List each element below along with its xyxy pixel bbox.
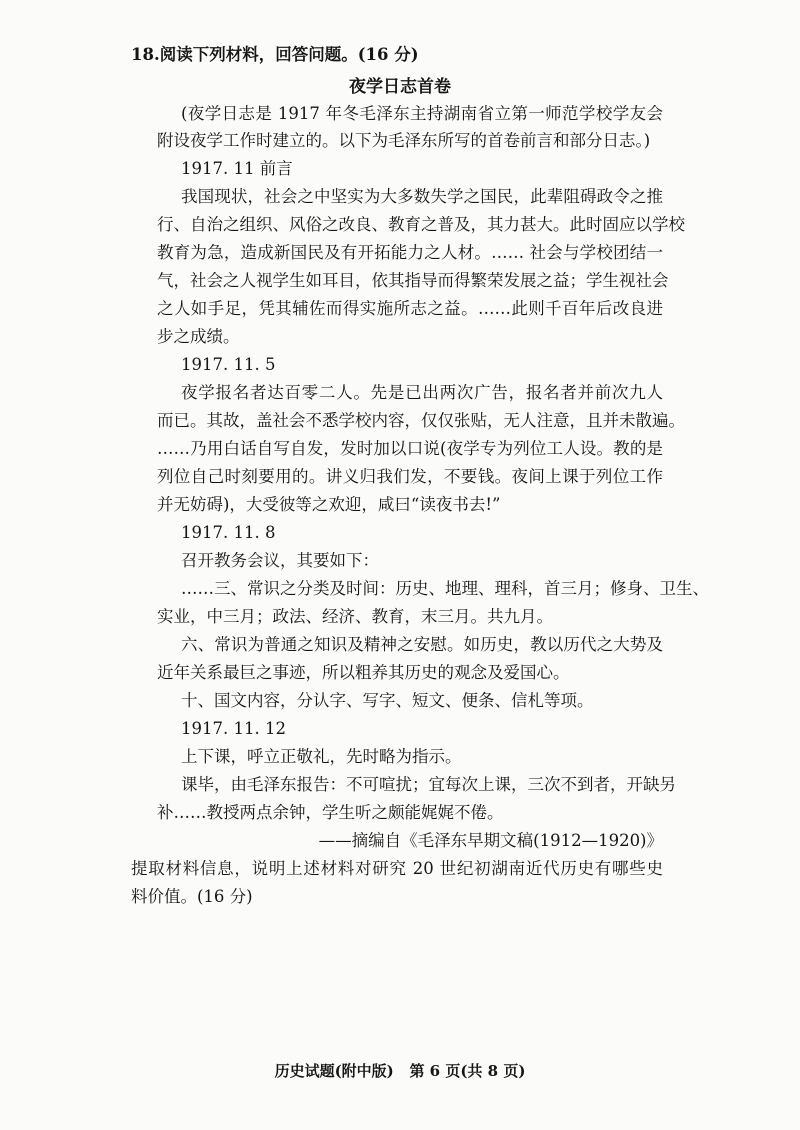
paragraph-line: 上下课，呼立正敬礼，先时略为指示。 bbox=[181, 747, 462, 766]
task-line: 料价值。(16 分) bbox=[131, 887, 253, 906]
intro-line: (夜学日志是 1917 年冬毛泽东主持湖南省立第一师范学校学友会 bbox=[181, 104, 663, 123]
question-heading bbox=[131, 43, 419, 67]
paragraph-line: 十、国文内容，分认字、写字、短文、便条、信札等项。 bbox=[181, 691, 594, 710]
paragraph-line: 气，社会之人视学生如耳目，依其指导而得繁荣发展之益；学生视社会 bbox=[157, 271, 669, 290]
paragraph-line: 实业，中三月；政法、经济、教育，末三月。共九月。 bbox=[157, 607, 553, 626]
paragraph-line: 补……教授两点余钟，学生听之颇能娓娓不倦。 bbox=[157, 803, 504, 822]
paragraph-line: 课毕，由毛泽东报告：不可喧扰；宜每次上课，三次不到者，开缺另 bbox=[181, 775, 676, 794]
entry-date: 1917. 11. 8 bbox=[181, 523, 276, 542]
paragraph-line: 之人如手足，凭其辅佐而得实施所志之益。……此则千百年后改良进 bbox=[157, 299, 663, 318]
paragraph-line: 行、自治之组织、风俗之改良、教育之普及，其力甚大。此时固应以学校 bbox=[157, 215, 685, 234]
entry-date: 1917. 11. 5 bbox=[181, 355, 276, 374]
paragraph-line: 召开教务会议，其要如下： bbox=[181, 551, 379, 570]
paragraph-line: 而已。其故，盖社会不悉学校内容，仅仅张贴，无人注意，且并未散遍。 bbox=[157, 411, 685, 430]
paragraph-line: 六、常识为普通之知识及精神之安慰。如历史，教以历代之大势及 bbox=[181, 635, 663, 654]
question-prompt: 阅读下列材料，回答问题。(16 分) bbox=[159, 45, 419, 64]
paragraph-line: 夜学报名者达百零二人。先是已出两次广告，报名者并前次九人 bbox=[181, 383, 663, 402]
footer-page-number: 第 6 页(共 8 页) bbox=[409, 1062, 526, 1080]
entry-date: 1917. 11 前言 bbox=[181, 159, 293, 178]
paragraph-line: 我国现状，社会之中坚实为大多数失学之国民，此辈阻碍政令之推 bbox=[181, 187, 663, 206]
footer-subject: 历史试题(附中版) bbox=[274, 1062, 394, 1080]
entry-date: 1917. 11. 12 bbox=[181, 719, 286, 738]
paragraph-line: 教育为急，造成新国民及有开拓能力之人材。…… 社会与学校团结一 bbox=[157, 243, 663, 262]
paragraph-line: 近年关系最巨之事迹，所以粗养其历史的观念及爱国心。 bbox=[157, 663, 570, 682]
paragraph-line: 步之成绩。 bbox=[157, 327, 240, 346]
paragraph-line: 列位自己时刻要用的。讲义归我们发，不要钱。夜间上课于列位工作 bbox=[157, 467, 663, 486]
paragraph-line: 并无妨碍)，大受彼等之欢迎，咸曰“读夜书去!” bbox=[157, 495, 501, 514]
paragraph-line: ……三、常识之分类及时间：历史、地理、理科，首三月；修身、卫生、 bbox=[181, 579, 709, 598]
question-number: 18. bbox=[131, 45, 160, 64]
task-line: 提取材料信息，说明上述材料对研究 20 世纪初湖南近代历史有哪些史 bbox=[131, 859, 663, 878]
material-title: 夜学日志首卷 bbox=[349, 77, 451, 97]
page-footer bbox=[0, 1059, 800, 1083]
paragraph-line: ……乃用白话自写自发，发时加以口说(夜学专为列位工人设。教的是 bbox=[157, 439, 663, 458]
source-citation: ——摘编自《毛泽东早期文稿(1912—1920)》 bbox=[318, 831, 663, 850]
intro-line: 附设夜学工作时建立的。以下为毛泽东所写的首卷前言和部分日志。) bbox=[157, 131, 651, 150]
